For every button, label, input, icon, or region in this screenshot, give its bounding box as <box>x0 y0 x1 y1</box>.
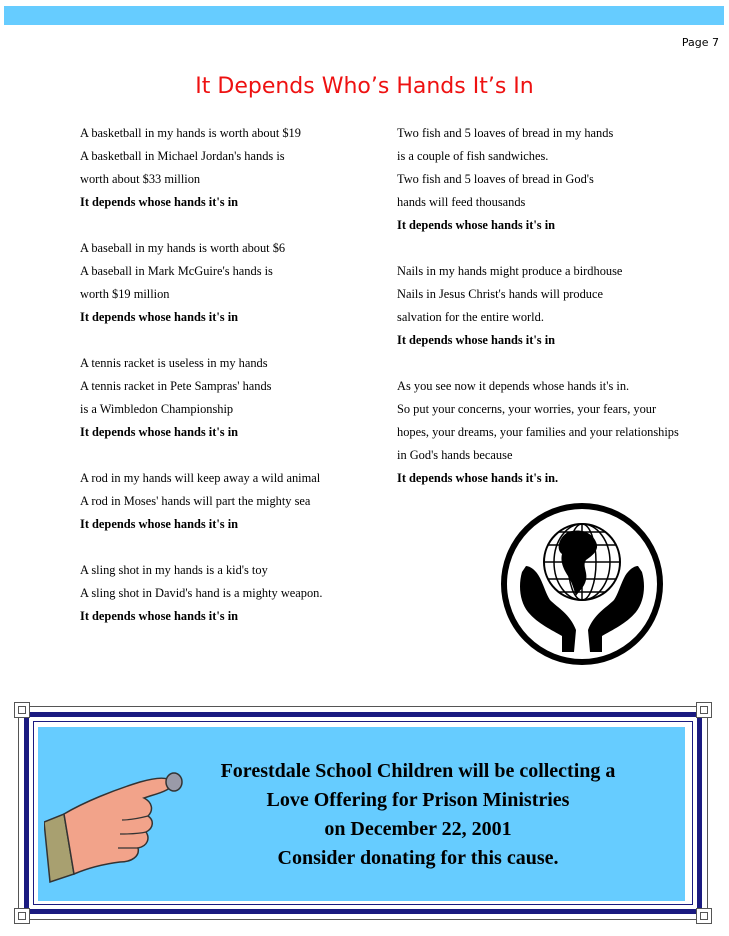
poem-line: salvation for the entire world. <box>397 310 544 324</box>
poem-line: A basketball in my hands is worth about $19 <box>80 126 301 140</box>
refrain-line: It depends whose hands it's in. <box>397 471 559 485</box>
page-number: Page 7 <box>681 36 719 49</box>
refrain-line: It depends whose hands it's in <box>80 517 239 531</box>
hand-holding-coin-icon <box>44 762 184 888</box>
stanza-gap <box>397 237 717 260</box>
announcement-line: Forestdale School Children will be collecting a <box>220 760 616 782</box>
announcement-text <box>198 757 638 873</box>
poem-line: Nails in Jesus Christ's hands will produce <box>397 287 603 301</box>
stanza-gap <box>80 214 380 237</box>
right-poem-column <box>397 122 717 490</box>
refrain-line: It depends whose hands it's in <box>80 609 239 623</box>
announcement-line: on December 22, 2001 <box>324 818 512 840</box>
poem-line: worth $19 million <box>80 287 170 301</box>
poem-line: hopes, your dreams, your families and your relationships <box>397 425 679 439</box>
poem-line: Two fish and 5 loaves of bread in my hands <box>397 126 614 140</box>
stanza-gap <box>80 444 380 467</box>
refrain-line: It depends whose hands it's in <box>80 195 239 209</box>
poem-line: A sling shot in my hands is a kid's toy <box>80 563 268 577</box>
globe-in-hands-icon <box>500 502 664 666</box>
poem-line: in God's hands because <box>397 448 513 462</box>
poem-line: As you see now it depends whose hands it's in. <box>397 379 630 393</box>
poem-line: A tennis racket in Pete Sampras' hands <box>80 379 272 393</box>
announcement-line: Consider donating for this cause. <box>277 847 559 869</box>
poem-line: So put your concerns, your worries, your fears, your <box>397 402 657 416</box>
poem-line: Nails in my hands might produce a birdhouse <box>397 264 623 278</box>
announcement-line: Love Offering for Prison Ministries <box>266 789 570 811</box>
poem-line: A sling shot in David's hand is a mighty weapon. <box>80 586 323 600</box>
poem-line: A baseball in Mark McGuire's hands is <box>80 264 273 278</box>
refrain-line: It depends whose hands it's in <box>397 333 556 347</box>
top-banner <box>4 6 724 25</box>
stanza-gap <box>397 352 717 375</box>
poem-line: A tennis racket is useless in my hands <box>80 356 268 370</box>
poem-line: is a Wimbledon Championship <box>80 402 234 416</box>
page-title: It Depends Who’s Hands It’s In <box>195 74 534 99</box>
poem-line: A rod in my hands will keep away a wild animal <box>80 471 321 485</box>
poem-line: A rod in Moses' hands will part the mighty sea <box>80 494 311 508</box>
poem-line: is a couple of fish sandwiches. <box>397 149 549 163</box>
poem-line: A baseball in my hands is worth about $6 <box>80 241 286 255</box>
poem-line: worth about $33 million <box>80 172 201 186</box>
poem-line: hands will feed thousands <box>397 195 526 209</box>
refrain-line: It depends whose hands it's in <box>80 425 239 439</box>
refrain-line: It depends whose hands it's in <box>397 218 556 232</box>
left-poem-column <box>80 122 380 628</box>
poem-line: Two fish and 5 loaves of bread in God's <box>397 172 594 186</box>
poem-line: A basketball in Michael Jordan's hands is <box>80 149 285 163</box>
stanza-gap <box>80 536 380 559</box>
stanza-gap <box>80 329 380 352</box>
refrain-line: It depends whose hands it's in <box>80 310 239 324</box>
